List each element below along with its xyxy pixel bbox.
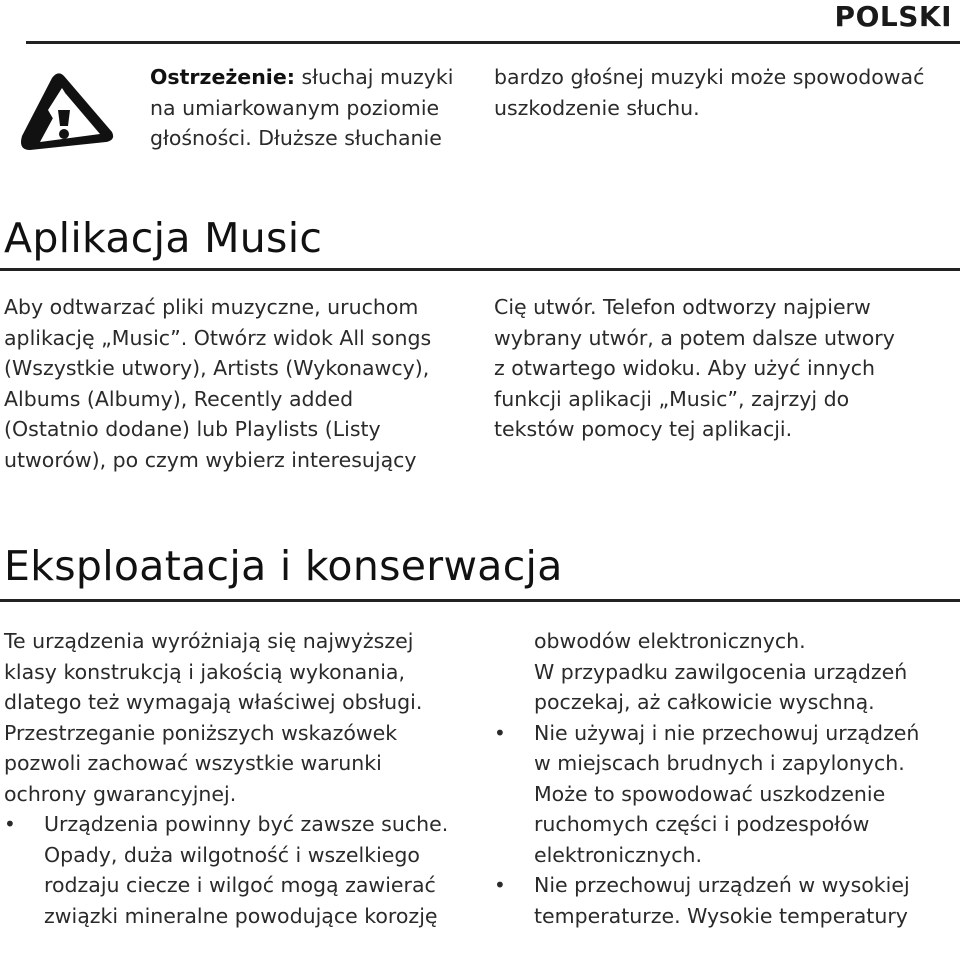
music-line: Albums (Albumy), Recently added [4,386,354,411]
care-line: obwodów elektronicznych. [534,629,806,653]
bullet-icon: • [494,873,506,897]
bullet-icon: • [4,812,16,836]
bullet-line: temperaturze. Wysokie temperatury [534,903,908,928]
care-line: Te urządzenia wyróżniają się najwyższej [4,629,414,653]
warning-line [150,62,470,93]
warning-text [150,62,470,154]
bullet-line: w miejscach brudnych i zapylonych. [534,751,905,775]
section-heading-music: Aplikacja Music [4,214,323,262]
care-line: poczekaj, aż całkowicie wyschną. [534,690,875,714]
warning-line: głośności. Dłuższe słuchanie [150,126,442,150]
bullet-line: rodzaju ciecze i wilgoć mogą zawierać [44,873,436,897]
bullet-item [4,809,474,931]
music-line: wybrany utwór, a potem dalsze utwory [494,325,895,350]
music-line: funkcji aplikacji „Music”, zajrzyj do [494,386,850,411]
bullet-line: Nie przechowuj urządzeń w wysokiej [534,873,910,897]
care-text-continued [494,626,954,931]
warning-icon [18,70,116,152]
music-line: Cię utwór. Telefon odtworzy najpierw [494,295,871,319]
care-line: klasy konstrukcją i jakością wykonania, [4,659,405,684]
care-line: pozwoli zachować wszystkie warunki [4,751,382,775]
warning-line-text: słuchaj muzyki [294,65,454,89]
music-line: utworów), po czym wybierz interesujący [4,447,417,472]
warning-line: uszkodzenie słuchu. [494,95,700,120]
bullet-line: związki mineralne powodujące korozję [44,903,438,928]
music-line: (Wszystkie utwory), Artists (Wykonawcy), [4,356,430,380]
care-line: ochrony gwarancyjnej. [4,781,237,806]
bullet-line: elektronicznych. [534,842,702,867]
warning-line: na umiarkowanym poziomie [150,95,440,120]
care-line: Przestrzeganie poniższych wskazówek [4,720,398,745]
header-rule [26,41,960,44]
music-text [4,292,474,475]
music-line: Aby odtwarzać pliki muzyczne, uruchom [4,295,419,319]
warning-line: bardzo głośnej muzyki może spowodować [494,65,925,89]
warning-label: Ostrzeżenie: [150,65,295,89]
section-rule [0,599,960,602]
warning-text-continued [494,62,954,123]
bullet-item [494,870,954,931]
music-line: z otwartego widoku. Aby użyć innych [494,356,876,380]
care-line: W przypadku zawilgocenia urządzeń [534,659,908,684]
music-line: tekstów pomocy tej aplikacji. [494,417,793,441]
bullet-icon: • [494,720,506,745]
music-line: (Ostatnio dodane) lub Playlists (Listy [4,417,381,441]
section-rule [0,268,960,271]
bullet-line: Urządzenia powinny być zawsze suche. [44,812,449,836]
music-line: aplikację „Music”. Otwórz widok All songs [4,325,432,350]
music-text-continued [494,292,954,445]
care-text [4,626,474,931]
bullet-line: Może to spowodować uszkodzenie [534,781,886,806]
care-line: dlatego też wymagają właściwej obsługi. [4,690,423,714]
bullet-line: ruchomych części i podzespołów [534,812,870,836]
section-heading-care: Eksploatacja i konserwacja [4,542,563,590]
bullet-line: Nie używaj i nie przechowuj urządzeń [534,720,920,745]
bullet-line: Opady, duża wilgotność i wszelkiego [44,842,420,867]
language-label: POLSKI [834,0,952,33]
bullet-item [494,718,954,871]
